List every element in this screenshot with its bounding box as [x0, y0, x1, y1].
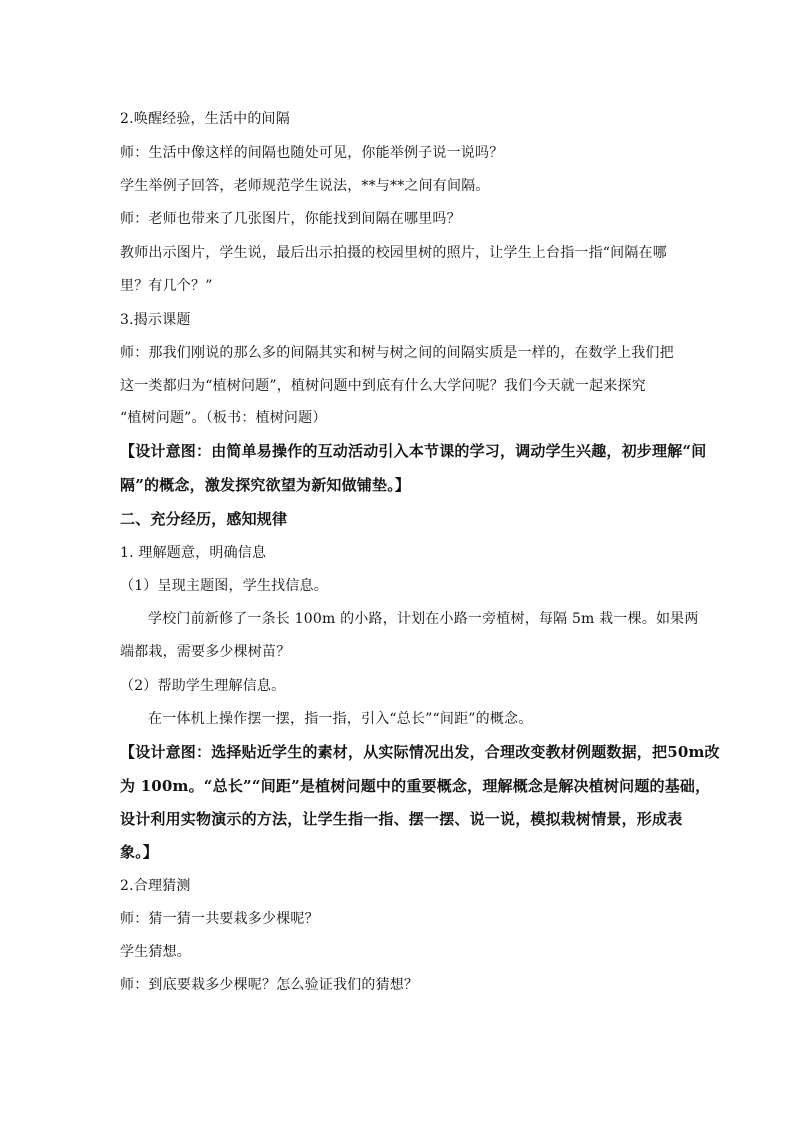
paragraph: 里？有几个？”	[120, 278, 213, 294]
design-intent-note: 隔”的概念，激发探究欲望为新知做铺垫。】	[120, 476, 411, 494]
paragraph: 学生猜想。	[120, 944, 191, 960]
paragraph: 师：猜一猜一共要栽多少棵呢？	[120, 911, 319, 927]
paragraph: 师：生活中像这样的间隔也随处可见，你能举例子说一说吗？	[120, 145, 504, 161]
paragraph: 教师出示图片，学生说，最后出示拍摄的校园里树的照片，让学生上台指一指“间隔在哪	[120, 245, 667, 261]
design-intent-note: 【设计意图：选择贴近学生的素材，从实际情况出发，合理改变教材例题数据，把50m改	[120, 743, 720, 761]
section-heading: 2.唤醒经验，生活中的间隔	[120, 111, 290, 127]
paragraph: “植树问题”。（板书：植树问题）	[120, 410, 327, 426]
design-intent-note: 象。】	[120, 843, 159, 861]
section-heading: 二、充分经历，感知规律	[120, 510, 288, 528]
design-intent-note: 【设计意图：由简单易操作的互动活动引入本节课的学习，调动学生兴趣，初步理解“间	[120, 442, 707, 460]
paragraph: （1）呈现主题图，学生找信息。	[120, 578, 328, 594]
paragraph: 师：到底要栽多少棵呢？怎么验证我们的猜想？	[120, 977, 419, 993]
paragraph: 在一体机上操作摆一摆，指一指，引入“总长”“间距”的概念。	[148, 711, 533, 727]
paragraph: 师：老师也带来了几张图片，你能找到间隔在哪里吗？	[120, 211, 461, 227]
paragraph: 学生举例子回答，老师规范学生说法，**与**之间有间隔。	[120, 178, 490, 194]
section-heading: 1. 理解题意，明确信息	[120, 545, 267, 561]
paragraph: 师：那我们刚说的那么多的间隔其实和树与树之间的间隔实质是一样的，在数学上我们把	[120, 345, 674, 361]
paragraph: （2）帮助学生理解信息。	[120, 678, 286, 694]
section-heading: 3.揭示课题	[120, 312, 191, 328]
problem-text: 学校门前新修了一条长 100m 的小路，计划在小路一旁植树，每隔 5m 栽一棵。如果两	[148, 611, 699, 627]
problem-text: 端都栽，需要多少棵树苗？	[120, 644, 291, 660]
paragraph: 这一类都归为“植树问题”，植树问题中到底有什么大学问呢？我们今天就一起来探究	[120, 378, 646, 394]
section-heading: 2.合理猜测	[120, 878, 191, 894]
design-intent-note: 为 100m。“总长”“间距”是植树问题中的重要概念，理解概念是解决植树问题的基础，	[120, 777, 711, 795]
design-intent-note: 设计利用实物演示的方法，让学生指一指、摆一摆、说一说，模拟栽树情景，形成表	[120, 810, 683, 828]
